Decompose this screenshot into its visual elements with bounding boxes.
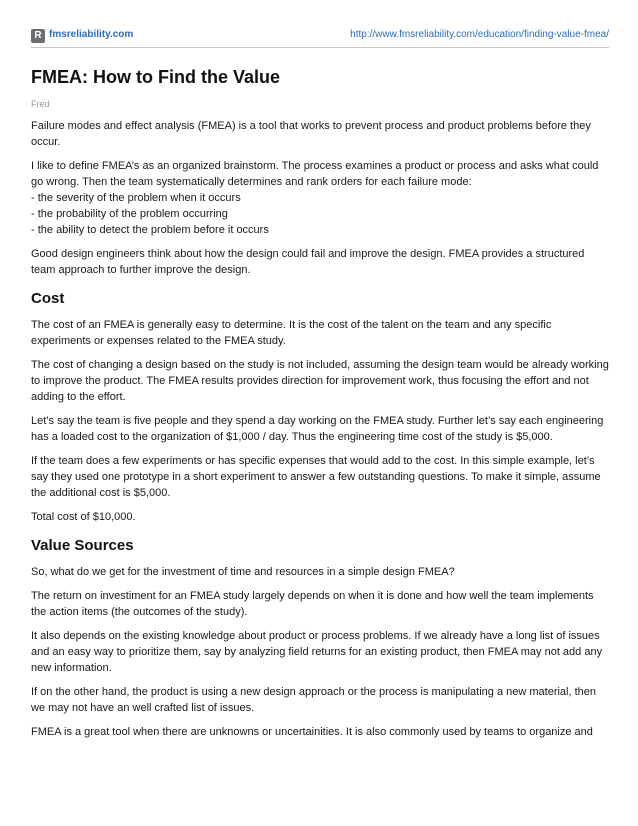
intro-paragraph-text: I like to define FMEA’s as an organized brainstorm. The process examines a product or process and asks what could go wrong. Then the team systematically determines and rank orders for each failure mode: [31,160,599,188]
list-item: - the severity of the problem when it occurs [31,192,241,204]
value-paragraph: If on the other hand, the product is using a new design approach or the process is manipulating a new material, then we may not have an well crafted list of issues. [31,686,597,714]
page-header [31,28,609,44]
article-title: FMEA: How to Find the Value [31,67,280,87]
section-heading-value-sources: Value Sources [31,537,134,554]
value-paragraph: So, what do we get for the investment of time and resources in a simple design FMEA? [31,566,455,578]
cost-paragraph: The cost of changing a design based on the study is not included, assuming the design team would be already working to improve the product. The FMEA results provides direction for improvement work, thus focusing the effort and not adding to the effort. [31,359,609,403]
value-paragraph: The return on investiment for an FMEA study largely depends on when it is done and how well the team implements the action items (the outcomes of the study). [31,590,594,618]
site-name-link[interactable]: fmsreliability.com [49,29,134,40]
list-item: - the probability of the problem occurring [31,208,228,220]
header-divider [31,47,609,48]
cost-paragraph: If the team does a few experiments or has specific expenses that would add to the cost. In this simple example, let’s say they used one prototype in a short experiment to answer a few outstanding questions. To make it simple, assume the additional cost is $5,000. [31,455,601,499]
cost-paragraph: The cost of an FMEA is generally easy to determine. It is the cost of the talent on the team and any specific experiments or expenses related to the FMEA study. [31,319,552,347]
list-item: - the ability to detect the problem before it occurs [31,224,269,236]
cost-paragraph: Total cost of $10,000. [31,511,136,523]
cost-paragraph: Let’s say the team is five people and they spend a day working on the FMEA study. Further let’s say each engineering has a loaded cost to the organization of $1,000 / day. Thus the engineering time cost of the study is $5,000. [31,415,604,443]
article-author: Fred [31,99,50,109]
section-heading-cost: Cost [31,290,65,307]
value-paragraph: It also depends on the existing knowledge about product or process problems. If we already have a long list of issues and an easy way to prioritize them, say by analyzing field returns for an existing product, then FMEA may not add any new information. [31,630,603,674]
article [31,64,609,748]
intro-paragraph: Good design engineers think about how the design could fail and improve the design. FMEA provides a structured team approach to further improve the design. [31,248,585,276]
intro-paragraph: Failure modes and effect analysis (FMEA) is a tool that works to prevent process and product problems before they occur. [31,120,591,148]
source-url-link[interactable]: http://www.fmsreliability.com/education/finding-value-fmea/ [350,29,609,40]
value-paragraph: FMEA is a great tool when there are unknowns or uncertainities. It is also commonly used by teams to organize and [31,726,593,738]
intro-paragraph-with-list [31,158,609,238]
site-logo-icon: R [31,29,45,43]
